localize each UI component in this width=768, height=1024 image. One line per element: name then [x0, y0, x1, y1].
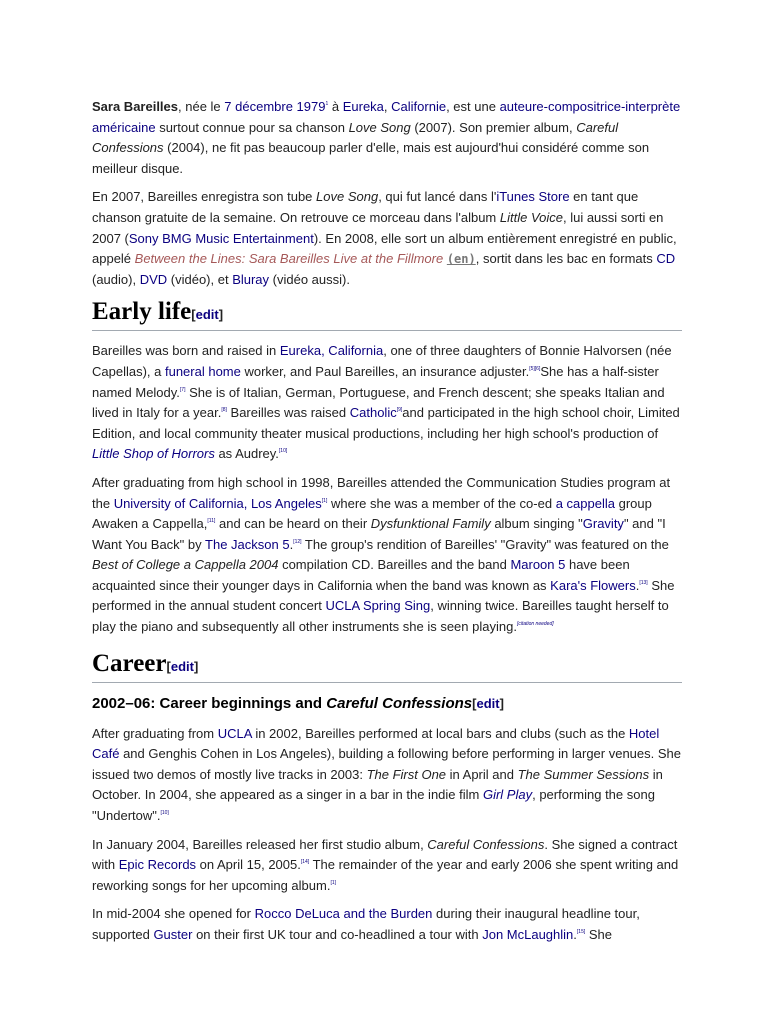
- ref-7[interactable]: [7]: [179, 386, 186, 393]
- en-language-link[interactable]: (en): [446, 252, 476, 267]
- cd-link[interactable]: CD: [656, 251, 676, 267]
- ref-13[interactable]: [13]: [639, 579, 648, 586]
- career-subheading: 2002–06: Career beginnings and Careful Confessions[edit]: [92, 694, 504, 712]
- citation-needed[interactable]: [citation needed]: [516, 621, 554, 628]
- dvd-link[interactable]: DVD: [139, 271, 168, 287]
- ref-11[interactable]: [11]: [207, 518, 216, 525]
- early-life-paragraph-2: After graduating from high school in 1998, Bareilles attended the Communication Studies program at the University of California, Los Angeles[1] where she was a member of the co-ed a cappella group Awaken a Cappella,[11] and can be heard on their Dysfunktional Family album singing "Gravity" and "I Want You Back" by The Jackson 5.[12] The group's rendition of Bareilles' "Gravity" was featured on the Best of College a Cappella 2004 compilation CD. Bareilles and the band Maroon 5 have been acquainted since their younger days in California when the band was known as Kara's Flowers.[13] She performed in the annual student concert UCLA Spring Sing, winning twice. Bareilles taught herself to play the piano and subsequently all other instruments she is seen playing.[citation needed]: [92, 474, 675, 635]
- article-content: [92, 97, 682, 954]
- between-the-lines-link[interactable]: Between the Lines: Sara Bareilles Live at the Fillmore: [134, 251, 444, 267]
- early-life-paragraph-1: Bareilles was born and raised in Eureka, California, one of three daughters of Bonnie Halvorsen (née Capellas), a funeral home worker, and Paul Bareilles, an insurance adjuster.[5][6]She has a half-sister named Melody.[7] She is of Italian, German, Portuguese, and French descent; she speaks Italian and lived in Italy for a year.[8] Bareilles was raised Catholic[9]and participated in the high school choir, Limited Edition, and local community theater musical productions, including her high school's production of Little Shop of Horrors as Audrey.[10]: [92, 343, 680, 462]
- career-heading: Career[edit]: [92, 650, 682, 683]
- intro-paragraph-1: Sara Bareilles, née le 7 décembre 1979$^1$ à Eureka, Californie, est une auteure-compositrice-interprète américaine surtout connue pour sa chanson Love Song (2007). Son premier album, Careful Confessions (2004), ne fit pas beaucoup parler d'elle, mais est aujourd'hui considéré comme son meilleur disque.: [92, 99, 681, 176]
- ref-1c[interactable]: [1]: [330, 879, 337, 886]
- intro-paragraph-2: En 2007, Bareilles enregistra son tube Love Song, qui fut lancé dans l'iTunes Store en tant que chanson gratuite de la semaine. On retrouve ce morceau dans l'album Little Voice, lui aussi sorti en 2007 (Sony BMG Music Entertainment). En 2008, elle sort un album entièrement enregistré en public, appelé Between the Lines: Sara Bareilles Live at the Fillmore (en), sortit dans les bac en formats CD (audio), DVD (vidéo), et Bluray (vidéo aussi).: [92, 189, 677, 287]
- career-edit-link[interactable]: edit: [170, 658, 194, 674]
- little-shop-link[interactable]: Little Shop of Horrors: [92, 446, 215, 462]
- ref-10b[interactable]: [10]: [160, 810, 169, 817]
- ucla-link[interactable]: UCLA: [217, 725, 252, 741]
- spring-sing-link[interactable]: UCLA Spring Sing: [325, 598, 431, 614]
- rocco-deluca-link[interactable]: Rocco DeLuca and the Burden: [254, 906, 433, 922]
- ref-1[interactable]: 1: [325, 101, 329, 107]
- ref-12[interactable]: [12]: [293, 538, 302, 545]
- ucla-full-link[interactable]: University of California, Los Angeles: [113, 495, 322, 511]
- maroon-5-link[interactable]: Maroon 5: [510, 557, 566, 573]
- career-edit: [edit]: [166, 658, 199, 674]
- auteure-compositrice-link[interactable]: auteure-compositrice-interprète: [499, 99, 681, 114]
- career-paragraph-3: In mid-2004 she opened for Rocco DeLuca and the Burden during their inaugural headline tour, supported Guster on their first UK tour and co-headlined a tour with Jon McLaughlin.[15] She: [92, 906, 640, 942]
- girl-play-link[interactable]: Girl Play: [482, 787, 533, 803]
- jon-mclaughlin-link[interactable]: Jon McLaughlin: [482, 927, 574, 942]
- funeral-home-link[interactable]: funeral home: [164, 363, 241, 379]
- ref-8[interactable]: [8]: [221, 407, 227, 414]
- americaine-link[interactable]: américaine: [92, 119, 156, 135]
- eureka-california-link[interactable]: Eureka, California: [279, 343, 384, 359]
- hotel-cafe-link[interactable]: Hotel Café: [92, 725, 660, 762]
- sony-bmg-link[interactable]: Sony BMG Music Entertainment: [128, 230, 314, 246]
- early-life-edit-link[interactable]: edit: [195, 307, 219, 323]
- karas-flowers-link[interactable]: Kara's Flowers: [550, 577, 636, 593]
- gravity-link[interactable]: Gravity: [582, 516, 624, 532]
- californie-link[interactable]: Californie: [391, 99, 447, 114]
- ref-1b[interactable]: [1]: [321, 497, 328, 504]
- itunes-store-link[interactable]: iTunes Store: [496, 189, 570, 205]
- early-life-edit: [edit]: [191, 307, 224, 323]
- epic-records-link[interactable]: Epic Records: [118, 857, 197, 873]
- ref-14[interactable]: [14]: [300, 859, 310, 866]
- subject-name: Sara Bareilles: [92, 99, 179, 114]
- eureka-link[interactable]: Eureka: [342, 99, 384, 114]
- ref-10[interactable]: [10]: [278, 448, 288, 455]
- ref-9[interactable]: [9]: [396, 407, 403, 414]
- ref-15[interactable]: [15]: [576, 929, 586, 935]
- ref-5-6[interactable]: [5][6]: [529, 365, 541, 372]
- early-life-heading: Early life[edit]: [92, 298, 682, 331]
- a-cappella-link[interactable]: a cappella: [555, 495, 615, 511]
- jackson-5-link[interactable]: The Jackson 5: [205, 536, 290, 552]
- guster-link[interactable]: Guster: [153, 927, 193, 942]
- catholic-link[interactable]: Catholic: [349, 405, 397, 421]
- bluray-link[interactable]: Bluray: [232, 271, 270, 287]
- career-sub-edit: [edit]: [472, 695, 504, 711]
- career-sub-edit-link[interactable]: edit: [476, 695, 500, 711]
- career-paragraph-2: In January 2004, Bareilles released her first studio album, Careful Confessions. She signed a contract with Epic Records on April 15, 2005.[14] The remainder of the year and early 2006 she spent writing and reworking songs for her upcoming album.[1]: [92, 836, 679, 893]
- career-paragraph-1: After graduating from UCLA in 2002, Bareilles performed at local bars and clubs (such as the Hotel Café and Genghis Cohen in Los Angeles), building a following before performing in larger venues. She issued two demos of mostly live tracks in 2003: The First One in April and The Summer Sessions in October. In 2004, she appeared as a singer in a bar in the indie film Girl Play, performing the song "Undertow".[10]: [92, 725, 681, 824]
- birth-date-link[interactable]: 7 décembre 1979: [224, 99, 326, 114]
